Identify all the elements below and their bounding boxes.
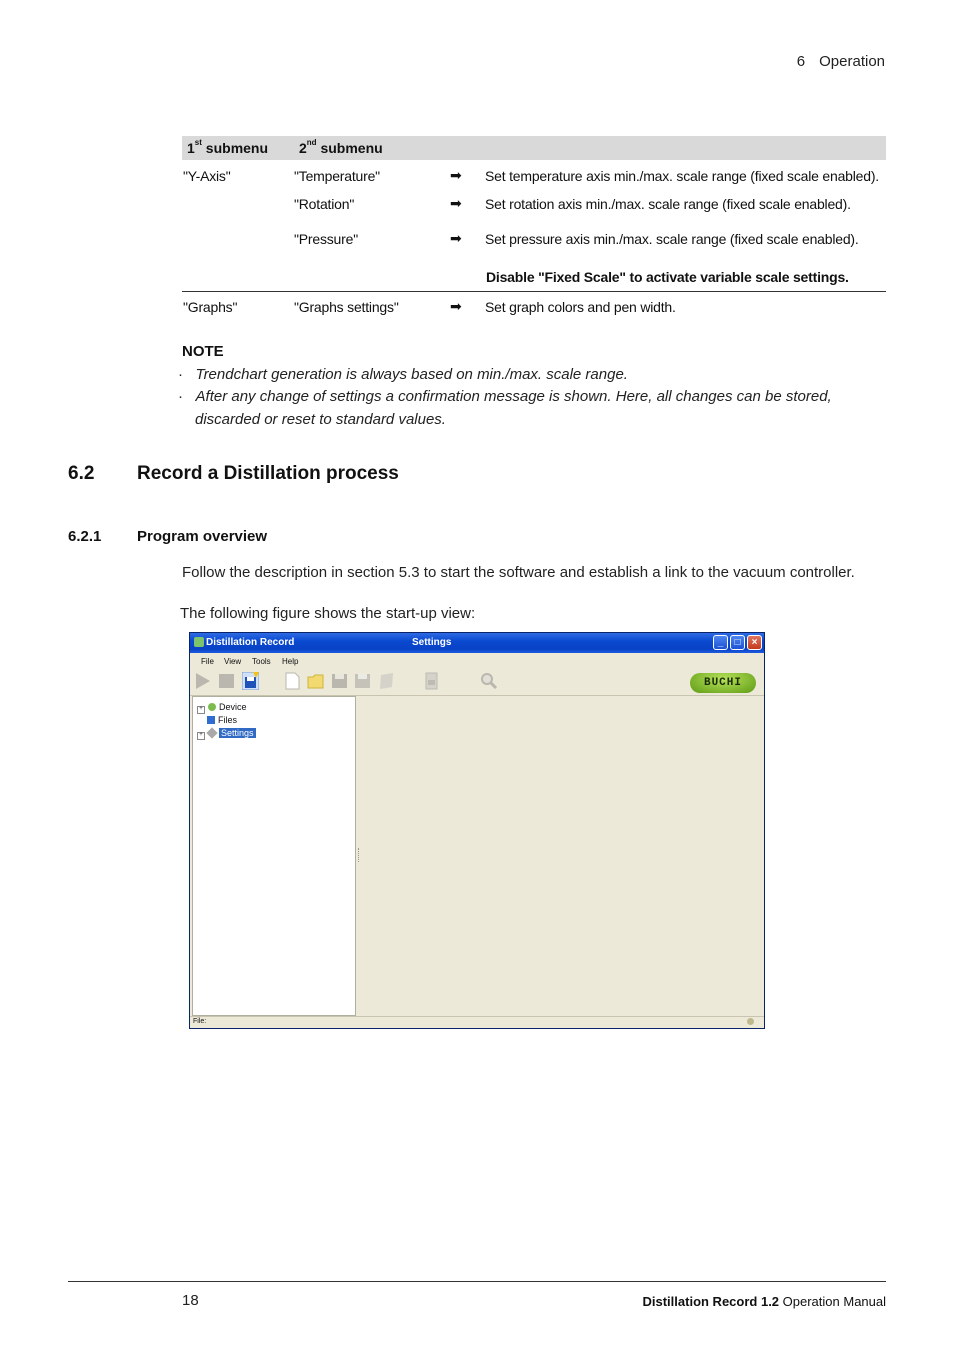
minimize-icon[interactable]: _: [713, 635, 728, 650]
cell-graphs: "Graphs": [183, 299, 238, 315]
app-icon: [194, 637, 204, 647]
submenu-table: [182, 136, 886, 326]
app-window-screenshot: [189, 632, 765, 1029]
tree-item-settings[interactable]: [197, 728, 256, 740]
stop-icon[interactable]: [218, 672, 235, 690]
save-as-icon[interactable]: [354, 672, 371, 690]
cell-graphs-settings: "Graphs settings": [294, 299, 399, 315]
tree-item-device[interactable]: + Device: [197, 702, 247, 714]
print-icon[interactable]: [423, 672, 440, 690]
arrow-icon: ➡: [450, 195, 462, 211]
paragraph: Follow the description in section 5.3 to start the software and establish a link to the vacuum controller.: [182, 564, 855, 581]
footer-divider: [68, 1281, 886, 1282]
cell-graphs-desc: Set graph colors and pen width.: [485, 299, 676, 315]
section-title: Record a Distillation process: [137, 463, 399, 484]
save-settings-icon[interactable]: [242, 672, 259, 690]
maximize-icon[interactable]: □: [730, 635, 745, 650]
buchi-logo: BUCHI: [690, 673, 756, 693]
files-icon: [207, 716, 215, 724]
menu-help[interactable]: Help: [282, 657, 299, 666]
connection-icon: [747, 1018, 754, 1025]
cell-pressure-desc: Set pressure axis min./max. scale range (fixed scale enabled).: [485, 231, 859, 247]
subsection-title: Program overview: [137, 528, 268, 545]
device-icon: [208, 703, 216, 711]
toolbar: [190, 669, 764, 696]
play-icon[interactable]: [194, 672, 211, 690]
tree-item-files[interactable]: Files: [207, 715, 237, 725]
arrow-icon: ➡: [450, 230, 462, 246]
note-title: NOTE: [182, 343, 224, 360]
cell-rotation-desc: Set rotation axis min./max. scale range (fixed scale enabled).: [485, 196, 851, 212]
note-item-continued: discarded or reset to standard values.: [195, 411, 446, 428]
subsection-number: 6.2.1: [68, 528, 102, 545]
arrow-icon: ➡: [450, 167, 462, 183]
zoom-icon[interactable]: [480, 672, 497, 690]
note-item: · Trendchart generation is always based on min./max. scale range.: [178, 366, 628, 383]
cell-fixed-scale-note: Disable "Fixed Scale" to activate variable scale settings.: [486, 269, 849, 285]
footer-title: Distillation Record 1.2 Operation Manual: [642, 1294, 886, 1309]
running-header: [797, 53, 885, 70]
menu-file[interactable]: File: [201, 657, 214, 666]
app-title: Distillation Record: [206, 637, 295, 648]
section-number: 6.2: [68, 463, 95, 484]
chapter-number: 6: [796, 53, 806, 70]
settings-icon: [206, 727, 217, 738]
page-number: 18: [182, 1292, 199, 1309]
note-item: · After any change of settings a confirmation message is shown. Here, all changes can be stored,: [178, 388, 832, 405]
cell-yaxis: "Y-Axis": [183, 168, 231, 184]
status-file-label: File:: [193, 1018, 207, 1025]
cell-pressure: "Pressure": [294, 231, 358, 247]
table-divider: [182, 291, 886, 292]
table-header: [182, 136, 886, 160]
menu-tools[interactable]: Tools: [252, 657, 271, 666]
paragraph: The following figure shows the start-up view:: [180, 605, 476, 622]
cell-rotation: "Rotation": [294, 196, 355, 212]
open-folder-icon[interactable]: [307, 672, 324, 690]
export-icon[interactable]: [378, 672, 395, 690]
title-bar: [190, 633, 764, 653]
col2-header: 2nd submenu: [299, 138, 383, 156]
col1-header: 1st submenu: [187, 138, 269, 156]
settings-tree: [192, 696, 356, 1016]
expand-icon[interactable]: +: [197, 706, 205, 714]
cell-temperature-desc: Set temperature axis min./max. scale range (fixed scale enabled).: [485, 168, 879, 184]
save-icon[interactable]: [331, 672, 348, 690]
status-bar: [190, 1016, 764, 1028]
menu-bar: [190, 653, 764, 669]
tree-selected-label: Settings: [221, 728, 254, 738]
splitter-handle[interactable]: [358, 848, 361, 862]
close-icon[interactable]: ×: [747, 635, 762, 650]
new-file-icon[interactable]: [284, 672, 301, 690]
expand-icon[interactable]: +: [197, 732, 205, 740]
chapter-title: Operation: [819, 53, 885, 70]
arrow-icon: ➡: [450, 298, 462, 314]
cell-temperature: "Temperature": [294, 168, 380, 184]
view-title: Settings: [412, 637, 452, 648]
menu-view[interactable]: View: [224, 657, 242, 666]
